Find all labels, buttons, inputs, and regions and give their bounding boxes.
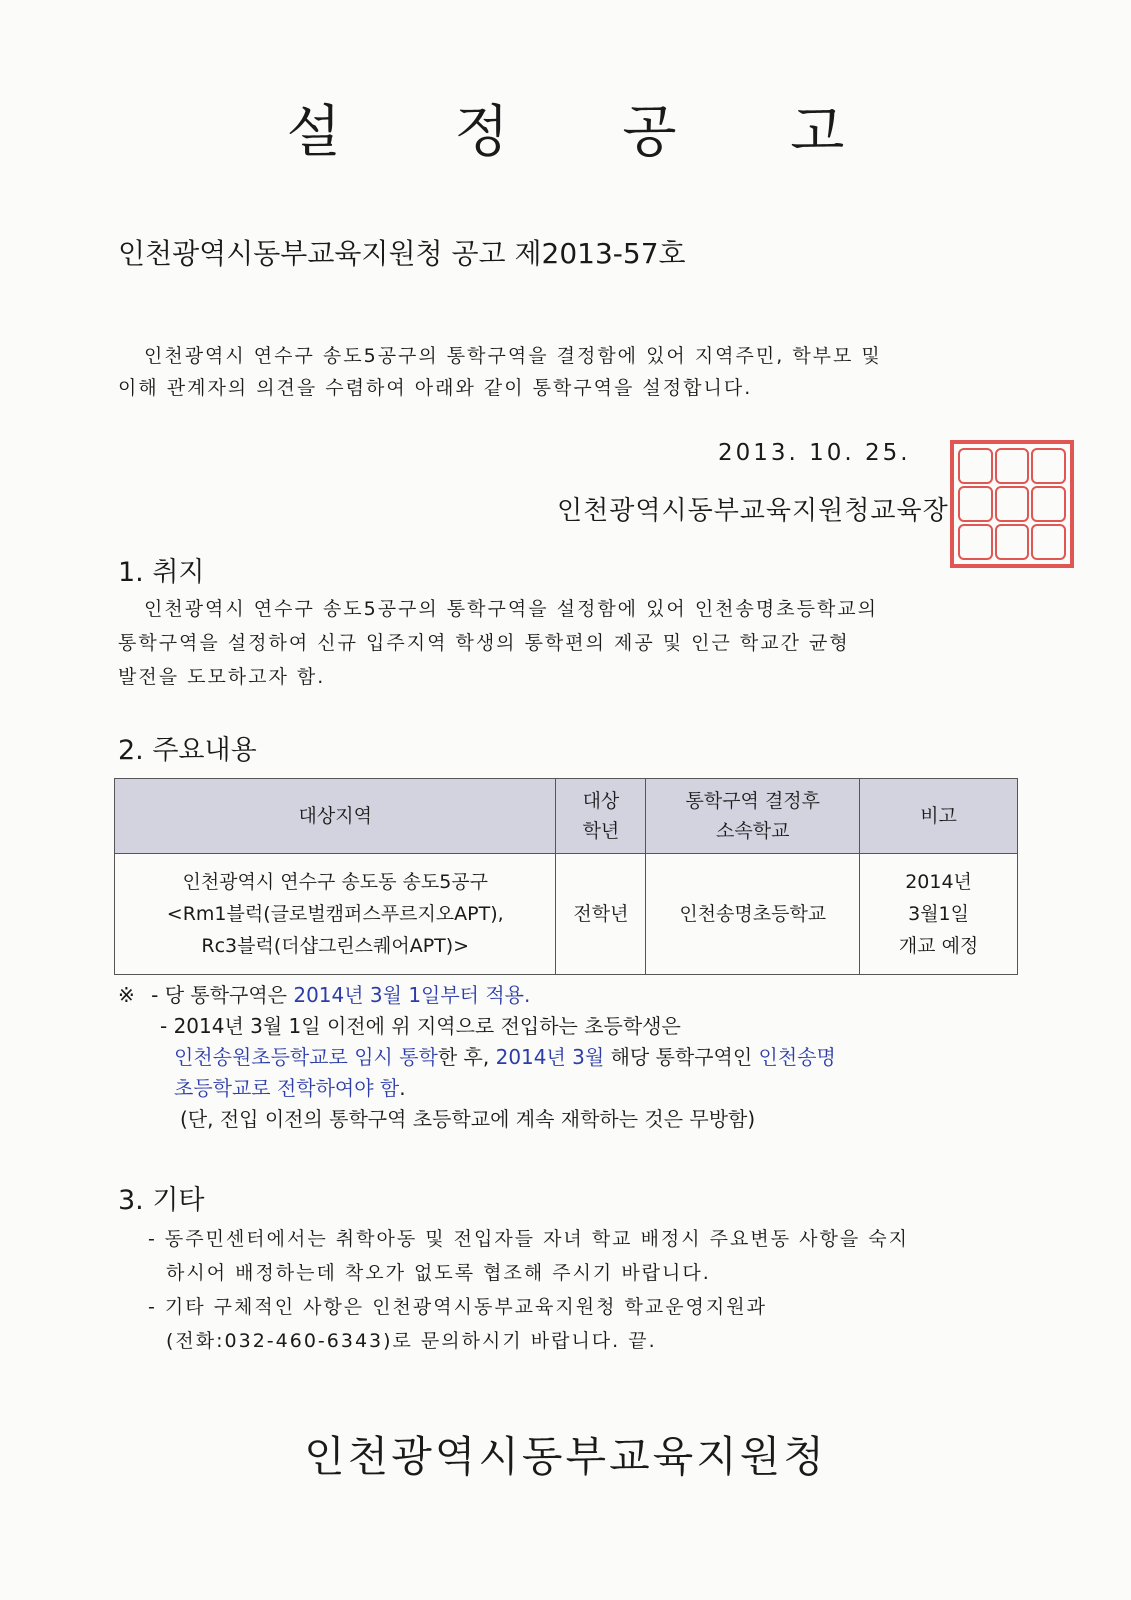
official-seal (950, 440, 1074, 568)
intro-line-2: 이해 관계자의 의견을 수렴하여 아래와 같이 통학구역을 설정합니다. (118, 377, 753, 399)
section-1-line-2: 통학구역을 설정하여 신규 입주지역 학생의 통학편의 제공 및 인근 학교간 균형 (118, 632, 850, 654)
notice-date: 2013. 10. 25. (718, 440, 911, 466)
section-1-body (118, 592, 1023, 694)
header-remark: 비고 (860, 779, 1018, 854)
header-area: 대상지역 (115, 779, 556, 854)
section-3-line-2: 하시어 배정하는데 착오가 없도록 협조해 주시기 바랍니다. (166, 1262, 711, 1284)
note-line-1: ※ - 당 통학구역은 2014년 3월 1일부터 적용. (118, 983, 531, 1007)
section-1-line-1: 인천광역시 연수구 송도5공구의 통학구역을 설정함에 있어 인천송명초등학교의 (144, 598, 879, 620)
table-row (115, 854, 1018, 975)
cell-area: 인천광역시 연수구 송도동 송도5공구 <Rm1블럭(글로벌캠퍼스푸르지오APT), Rc3블럭(더샵그린스퀘어APT)> (115, 854, 556, 975)
issuer-name: 인천광역시동부교육지원청교육장 (557, 496, 949, 526)
cell-school: 인천송명초등학교 (646, 854, 860, 975)
note-line-2: - 2014년 3월 1일 이전에 위 지역으로 전입하는 초등학생은 (160, 1014, 681, 1038)
section-3-heading: 3. 기타 (118, 1185, 205, 1216)
section-3-line-4: (전화:032-460-6343)로 문의하시기 바랍니다. 끝. (166, 1330, 657, 1352)
school-zone-table (114, 778, 1018, 975)
notes-block (118, 980, 1038, 1135)
section-3-line-1: - 동주민센터에서는 취학아동 및 전입자들 자녀 학교 배정시 주요변동 사항을 숙지 (148, 1228, 909, 1250)
section-3-body (148, 1222, 1028, 1358)
table-header-row (115, 779, 1018, 854)
intro-line-1: 인천광역시 연수구 송도5공구의 통학구역을 결정함에 있어 지역주민, 학부모 및 (144, 345, 882, 367)
cell-remark: 2014년 3월1일 개교 예정 (860, 854, 1018, 975)
note-line-4: 초등학교로 전학하여야 함. (174, 1076, 406, 1100)
note-mark: ※ (118, 983, 135, 1007)
note-line-3: 인천송원초등학교로 임시 통학한 후, 2014년 3월 해당 통학구역인 인천송명 (174, 1045, 836, 1069)
note-line-5: (단, 전입 이전의 통학구역 초등학교에 계속 재학하는 것은 무방함) (180, 1107, 756, 1131)
footer-issuer: 인천광역시동부교육지원청 (304, 1432, 827, 1481)
section-3-line-3: - 기타 구체적인 사항은 인천광역시동부교육지원청 학교운영지원과 (148, 1296, 767, 1318)
header-grade: 대상 학년 (556, 779, 646, 854)
section-1-heading: 1. 취지 (118, 557, 205, 588)
section-1-line-3: 발전을 도모하고자 함. (118, 666, 326, 688)
section-2-heading: 2. 주요내용 (118, 735, 257, 766)
notice-number: 인천광역시동부교육지원청 공고 제2013-57호 (118, 237, 686, 270)
cell-grade: 전학년 (556, 854, 646, 975)
document-title: 설 정 공 고 (286, 100, 893, 165)
header-school: 통학구역 결정후 소속학교 (646, 779, 860, 854)
intro-paragraph (118, 340, 1023, 404)
